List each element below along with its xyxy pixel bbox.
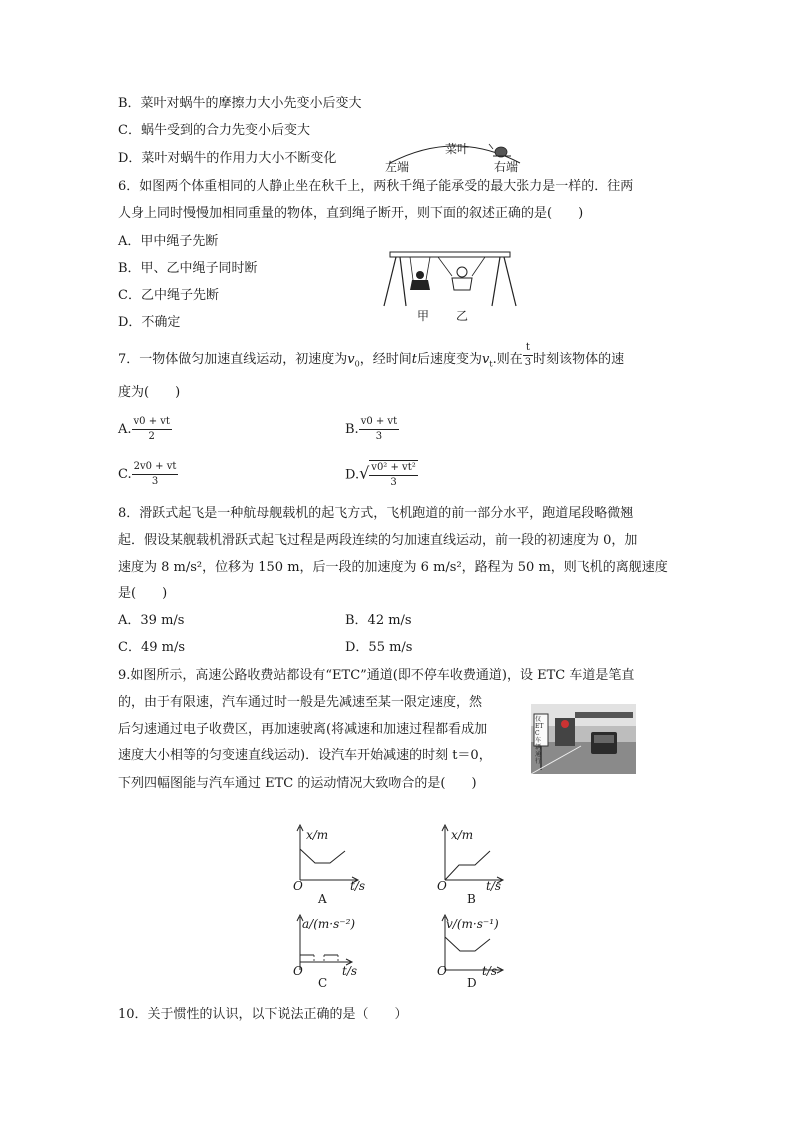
q8-option-a: A．39 m/s [118, 613, 185, 628]
graph-c-xlabel: t/s [342, 964, 358, 978]
q8-stem-line4: 是( ) [118, 586, 168, 601]
q5-option-c: C．蜗牛受到的合力先变小后变大 [118, 123, 310, 138]
q9-stem-line2: 的，由于有限速，汽车通过时一般是先减速至某一限定速度，然 [118, 695, 483, 710]
fig-label-yi: 乙 [456, 309, 469, 323]
graph-b-origin: O [437, 879, 447, 893]
swing-set-figure [380, 248, 520, 308]
q8-stem-line3: 速度为 8 m/s²，位移为 150 m，后一段的加速度为 6 m/s²，路程为 50 m，则飞机的离舰速度 [118, 560, 668, 575]
graph-d-origin: O [437, 964, 447, 978]
fig-label-jia: 甲 [417, 309, 430, 323]
q6-stem-line1: 6．如图两个体重相同的人静止坐在秋千上，两秋千绳子能承受的最大张力是一样的．往两 [118, 179, 634, 194]
q5-option-d: D．菜叶对蜗牛的作用力大小不断变化 [118, 151, 337, 166]
q6-option-b: B．甲、乙中绳子同时断 [118, 261, 258, 276]
q6-option-c: C．乙中绳子先断 [118, 288, 219, 303]
graph-d-xlabel: t/s [482, 964, 498, 978]
graph-c-ylabel: a/(m·s⁻²) [302, 917, 356, 931]
q5-option-b: B．菜叶对蜗牛的摩擦力大小先变小后变大 [118, 96, 362, 111]
q7-option-d: D.√ $\frac{\text{v0² + vt²}}{3}$ [345, 462, 416, 488]
etc-sign-text: 仅ETC车辆通行 [535, 716, 544, 765]
q7-option-a: A. $\frac{v0 + vt}{2}$ [118, 416, 170, 442]
q9-stem-line5: 下列四幅图能与汽车通过 ETC 的运动情况大致吻合的是( ) [118, 776, 477, 791]
graph-a-ylabel: x/m [306, 828, 329, 842]
graph-a-origin: O [293, 879, 303, 893]
q9-stem-line4: 速度大小相等的匀变速直线运动)．设汽车开始减速的时刻 t＝0， [118, 748, 492, 763]
graph-a-xlabel: t/s [350, 879, 366, 893]
q7-stem-line2: 度为( ) [118, 385, 181, 400]
q9-stem-line1: 9.如图所示，高速公路收费站都设有“ETC”通道(即不停车收费通道)，设 ETC 车道是笔直 [118, 668, 635, 683]
q8-stem-line1: 8．滑跃式起飞是一种航母舰载机的起飞方式，飞机跑道的前一部分水平，跑道尾段略微翘 [118, 506, 634, 521]
q8-option-b: B．42 m/s [345, 613, 412, 628]
graph-d-caption: D [467, 976, 477, 990]
q9-stem-line3: 后匀速通过电子收费区，再加速驶离(将减速和加速过程都看成加 [118, 722, 488, 737]
graph-a-caption: A [318, 892, 327, 906]
q6-option-a: A．甲中绳子先断 [118, 234, 219, 249]
q6-stem-line2: 人身上同时慢慢加相同重量的物体，直到绳子断开，则下面的叙述正确的是( ) [118, 206, 584, 221]
graph-b-ylabel: x/m [451, 828, 474, 842]
q6-option-d: D．不确定 [118, 315, 181, 330]
q7-stem-line1: 7．一物体做匀加速直线运动，初速度为$v_0$，经时间t后速度变为$v_t$.则在 $\frac{t}{3}$ 时刻该物体的速 [118, 342, 625, 369]
graph-d-ylabel: v/(m·s⁻¹) [446, 917, 499, 931]
fig-label-left-end: 左端 [385, 160, 410, 174]
q8-stem-line2: 起．假设某舰载机滑跃式起飞过程是两段连续的匀加速直线运动，前一段的初速度为 0，加 [118, 533, 638, 548]
q7-option-b: B. $\frac{v0 + vt}{3}$ [345, 416, 398, 442]
q8-option-c: C．49 m/s [118, 640, 185, 655]
graph-c-origin: O [293, 964, 303, 978]
graph-c-caption: C [318, 976, 328, 990]
graph-b-caption: B [467, 892, 476, 906]
q10-stem: 10．关于惯性的认识，以下说法正确的是（ ） [118, 1007, 408, 1022]
q7-option-c: C. $\frac{2v0 + vt}{3}$ [118, 461, 177, 487]
fig-label-right-end: 右端 [494, 160, 519, 174]
etc-toll-photo [531, 704, 636, 774]
q8-option-d: D．55 m/s [345, 640, 413, 655]
graph-b-xlabel: t/s [486, 879, 502, 893]
fig-label-leaf: 菜叶 [445, 142, 470, 156]
